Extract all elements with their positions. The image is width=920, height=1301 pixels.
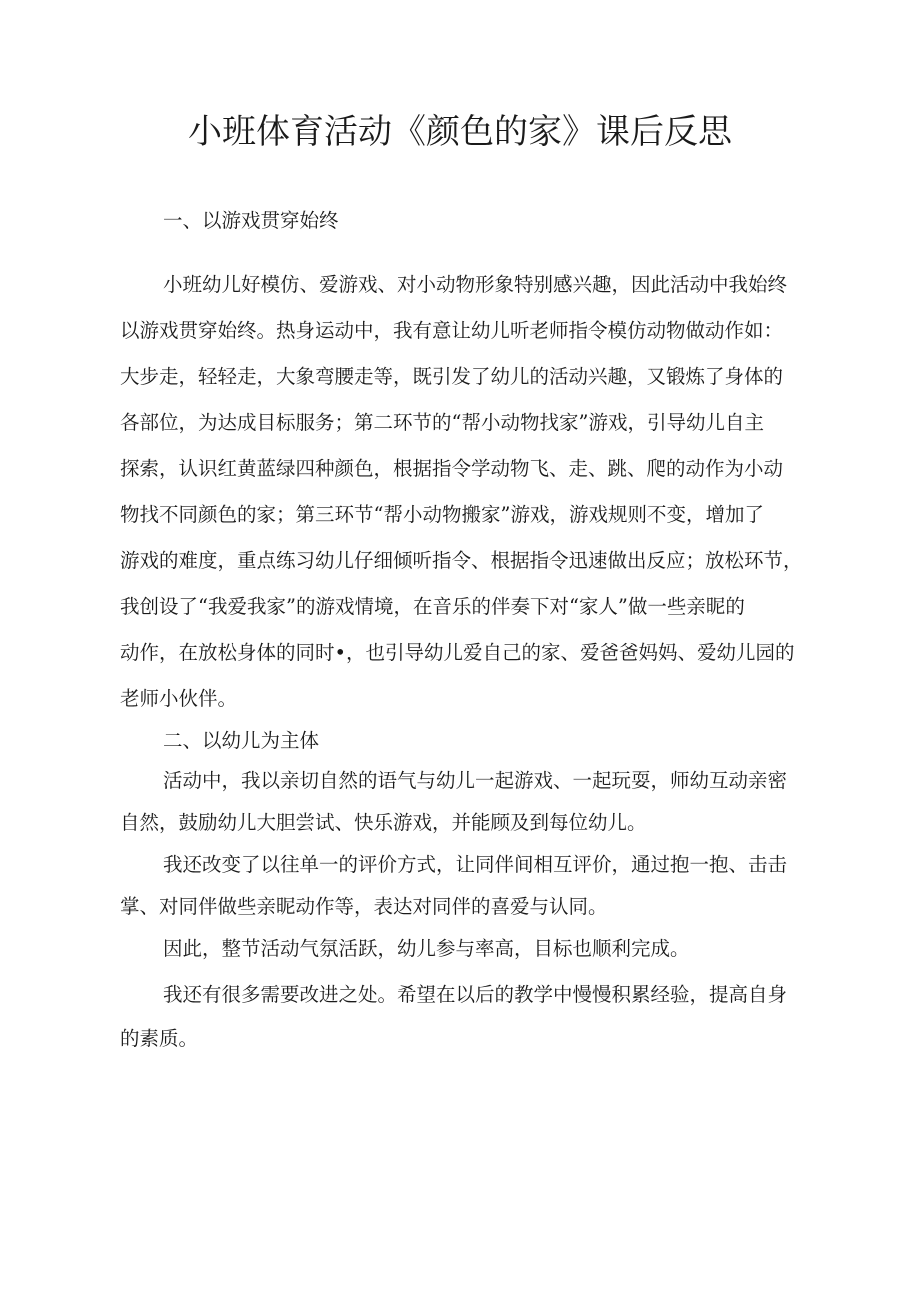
paragraph-1-line-7: 游戏的难度，重点练习幼儿仔细倾听指令、根据指令迅速做出反应；放松环节， [120,549,803,572]
paragraph-1-line-1: 小班幼儿好模仿、爱游戏、对小动物形象特别感兴趣，因此活动中我始终 [163,273,788,296]
paragraph-1-line-5: 探索，认识红黄蓝绿四种颜色，根据指令学动物飞、走、跳、爬的动作为小动 [120,457,784,480]
paragraph-3-line-1: 我还改变了以往单一的评价方式，让同伴间相互评价，通过抱一抱、击击 [163,853,788,876]
paragraph-5-line-1: 我还有很多需要改进之处。希望在以后的教学中慢慢积累经验，提高自身 [163,983,788,1006]
paragraph-1-line-10: 老师小伙伴。 [120,687,238,710]
section-heading-2: 二、以幼儿为主体 [163,729,320,752]
paragraph-5-line-2: 的素质。 [120,1027,199,1050]
document-title: 小班体育活动《颜色的家》课后反思 [188,112,732,152]
paragraph-1-line-9: 动作，在放松身体的同时•，也引导幼儿爱自己的家、爱爸爸妈妈、爱幼儿园的 [120,641,795,664]
paragraph-4-line-1: 因此，整节活动气氛活跃，幼儿参与率高，目标也顺利完成。 [163,937,690,960]
paragraph-1-line-2: 以游戏贯穿始终。热身运动中，我有意让幼儿听老师指令模仿动物做动作如： [120,319,784,342]
paragraph-2-line-2: 自然，鼓励幼儿大胆尝试、快乐游戏，并能顾及到每位幼儿。 [120,811,647,834]
section-heading-1: 一、以游戏贯穿始终 [163,209,339,232]
paragraph-1-line-8: 我创设了“我爱我家”的游戏情境，在音乐的伴奏下对“家人”做一些亲昵的 [120,595,745,618]
paragraph-1-line-4: 各部位，为达成目标服务；第二环节的“帮小动物找家”游戏，引导幼儿自主 [120,411,764,434]
paragraph-1-line-3: 大步走，轻轻走，大象弯腰走等，既引发了幼儿的活动兴趣，又锻炼了身体的 [120,365,784,388]
paragraph-1-line-6: 物找不同颜色的家；第三环节“帮小动物搬家”游戏，游戏规则不变，增加了 [120,503,764,526]
paragraph-2-line-1: 活动中，我以亲切自然的语气与幼儿一起游戏、一起玩耍，师幼互动亲密 [163,769,788,792]
paragraph-3-line-2: 掌、对同伴做些亲昵动作等，表达对同伴的喜爱与认同。 [120,895,608,918]
